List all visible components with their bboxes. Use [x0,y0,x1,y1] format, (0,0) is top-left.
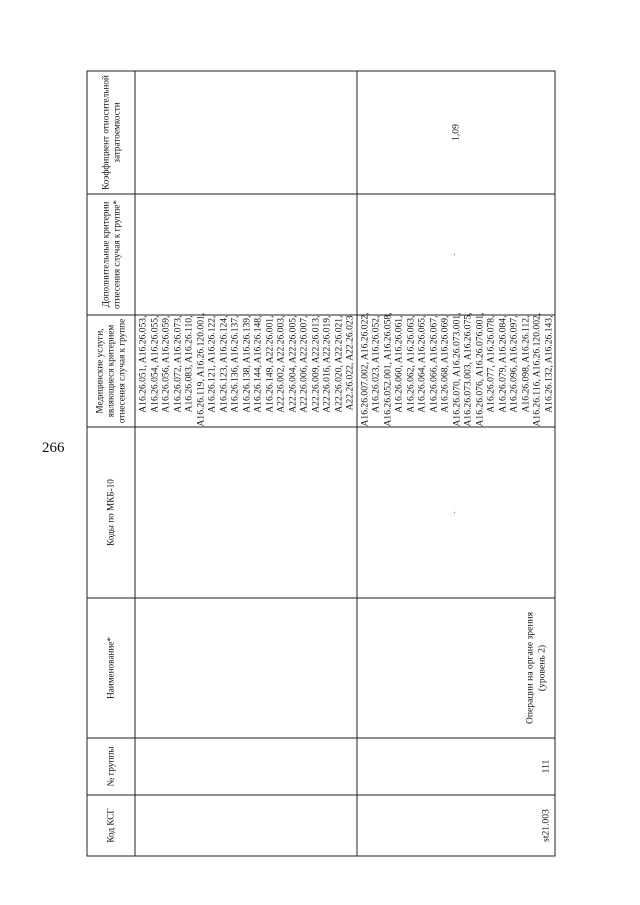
rotated-table-wrapper [87,72,554,857]
service-code-line: A16.26.054, A16.26.055, [149,315,160,413]
cell-code-empty [135,795,357,856]
service-code-line: A16.26.072, A16.26.073, [172,315,183,413]
service-code-line: A16.26.121, A16.26.122, [206,315,218,413]
header-num: № группы [87,738,135,795]
service-code-line: A16.26.096, A16.26.097, [508,315,520,413]
service-code-line: A16.26.023, A16.26.052, [370,315,382,413]
service-code-line: A16.26.077, A16.26.078, [485,315,497,413]
cell-mkb: - [357,427,556,598]
service-code-line: A22.26.016, A22.26.019, [321,315,333,413]
service-code-line: A16.26.098, A16.26.112, [520,315,531,413]
service-code-line: A16.26.144, A16.26.148, [252,315,264,413]
service-code-line: A16.26.056, A16.26.059, [160,315,172,413]
service-code-line: A22.26.002, A22.26.003, [275,315,287,413]
cell-mkb-empty [135,427,357,598]
table-row-continued [135,71,357,856]
service-code-line: A16.26.138, A16.26.139, [241,315,252,413]
cell-name: Операции на органе зрения (уровень 2) [357,598,556,738]
header-name: Наименование* [87,598,135,738]
header-services: Медицинские услуги, являющиеся критерием отнесения случая к группе [87,315,135,427]
header-criteria: Дополнительные критерии отнесения случая к группе* [87,194,135,315]
header-code: Код КСГ [87,795,135,856]
table-row [357,71,556,856]
service-code-line: A16.26.073.003, A16.26.075, [462,312,474,427]
service-code-line: A16.26.149, A22.26.001, [264,315,275,413]
service-code-line: A16.26.062, A16.26.063, [405,315,416,413]
service-code-line: A16.26.079, A16.26.084, [497,315,508,413]
service-code-line: A16.26.051, A16.26.053, [137,315,149,413]
service-code-line: A16.26.119, A16.26.120.001, [195,312,206,427]
service-code-line: A16.26.076, A16.26.076.001, [474,312,485,427]
cell-coef: 1,09 [357,71,556,194]
header-mkb: Коды по МКБ-10 [87,427,135,598]
service-code-line: A22.26.004, A22.26.005, [287,315,298,413]
cell-criteria-empty [135,194,357,315]
service-code-line: A16.26.116, A16.26.120.002, [531,312,543,427]
cell-services-continued [135,312,357,427]
service-code-line: A16.26.070, A16.26.073.001, [451,312,462,427]
cell-num-empty [135,738,357,795]
service-code-line: A16.26.068, A16.26.069, [439,315,451,413]
service-code-line: A16.26.083, A16.26.110, [183,315,195,413]
service-code-line: A16.26.060, A16.26.061, [393,315,405,413]
service-code-line: A22.26.009, A22.26.013, [310,315,321,413]
header-coef: Коэффициент относительной затратоемкости [87,71,135,194]
service-code-line: A16.26.123, A16.26.124, [218,315,229,413]
cell-coef-empty [135,71,357,194]
service-code-line: A16.26.066, A16.26.067, [428,315,439,413]
page-number: 266 [42,440,65,456]
table-header-row [87,71,135,856]
cell-num: 111 [357,738,556,795]
cell-criteria: - [357,194,556,315]
ksg-table [87,71,556,857]
services-continued-list [137,312,357,427]
services-list [359,312,555,427]
cell-name-empty [135,598,357,738]
service-code-line: A16.26.052.001, A16.26.058, [382,312,393,427]
service-code-line: A22.26.022, A22.26.023 [344,315,356,411]
service-code-line: A16.26.007.002, A16.26.022, [359,312,370,427]
service-code-line: A22.26.020, A22.26.021, [333,315,344,413]
service-code-line: A16.26.064, A16.26.065, [416,315,428,413]
cell-code: st21.003 [357,795,556,856]
service-code-line: A22.26.006, A22.26.007, [298,315,310,413]
service-code-line: A16.26.132, A16.26.143, [543,315,554,413]
cell-services [357,312,556,427]
service-code-line: A16.26.136, A16.26.137, [229,315,241,413]
